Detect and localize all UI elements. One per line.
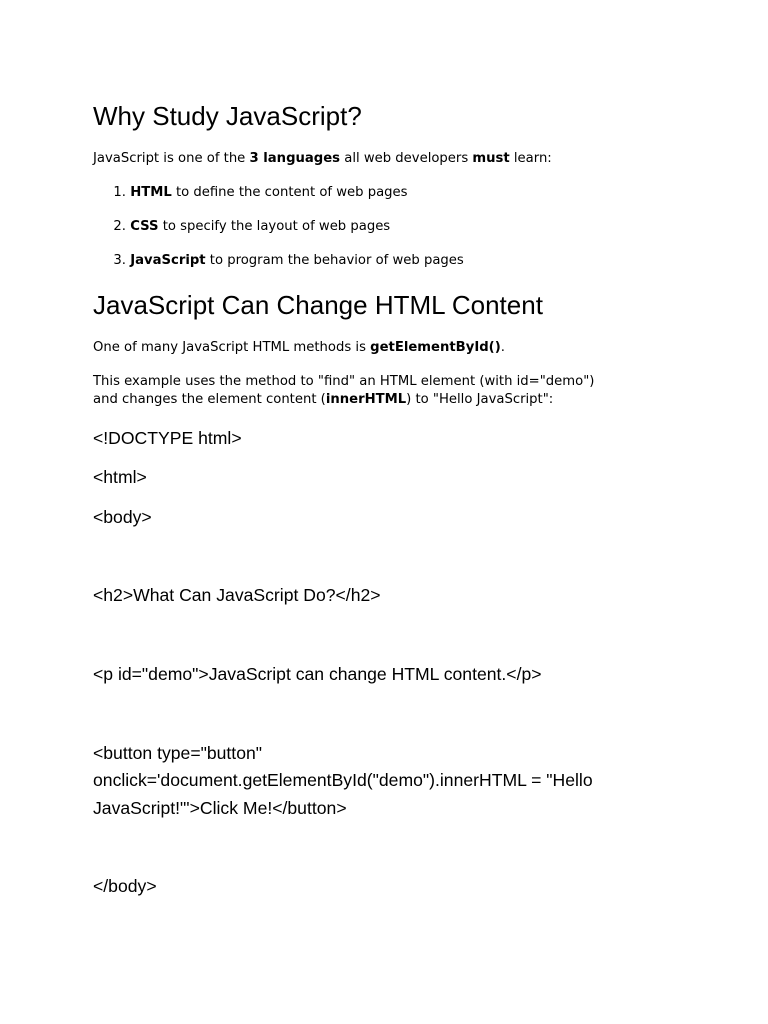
intro-bold-1: 3 languages (249, 151, 341, 166)
intro-bold-2: must (472, 151, 510, 166)
code-button-line-3: JavaScript!"'>Click Me!</button> (93, 798, 347, 818)
example-bold: innerHTML (325, 392, 407, 407)
intro-paragraph (93, 150, 552, 167)
code-doctype: <!DOCTYPE html> (93, 428, 242, 448)
code-body-close: </body> (93, 876, 157, 896)
code-html-open: <html> (93, 467, 147, 487)
example-text-b: ) to "Hello JavaScript": (406, 392, 554, 407)
methods-text-1: One of many JavaScript HTML methods is (93, 340, 371, 355)
list-number: 2. (113, 219, 126, 234)
list-number: 3. (113, 253, 126, 268)
list-item (91, 218, 390, 235)
code-button-line-2: onclick='document.getElementById("demo").innerHTML = "Hello (93, 770, 593, 790)
intro-text-1: JavaScript is one of the (93, 151, 250, 166)
code-button-line-1: <button type="button" (93, 743, 263, 763)
list-item (91, 252, 464, 269)
example-paragraph-line-2 (93, 391, 553, 408)
list-item (91, 184, 408, 201)
intro-text-2: all web developers (340, 151, 473, 166)
heading-why-study: Why Study JavaScript? (93, 101, 362, 131)
list-text: to program the behavior of web pages (205, 253, 464, 268)
list-number: 1. (113, 185, 126, 200)
example-text-a: and changes the element content ( (93, 392, 326, 407)
code-body-open: <body> (93, 507, 152, 527)
list-text: to specify the layout of web pages (158, 219, 391, 234)
list-bold: HTML (130, 185, 172, 200)
methods-text-2: . (500, 340, 505, 355)
list-bold: JavaScript (130, 253, 206, 268)
heading-change-html: JavaScript Can Change HTML Content (93, 290, 543, 320)
methods-bold: getElementById() (370, 340, 501, 355)
list-text: to define the content of web pages (171, 185, 408, 200)
code-h2: <h2>What Can JavaScript Do?</h2> (93, 585, 381, 605)
example-paragraph-line-1: This example uses the method to "find" an HTML element (with id="demo") (93, 374, 595, 389)
code-p: <p id="demo">JavaScript can change HTML content.</p> (93, 664, 542, 684)
intro-text-3: learn: (509, 151, 552, 166)
methods-paragraph (93, 339, 505, 356)
list-bold: CSS (130, 219, 159, 234)
